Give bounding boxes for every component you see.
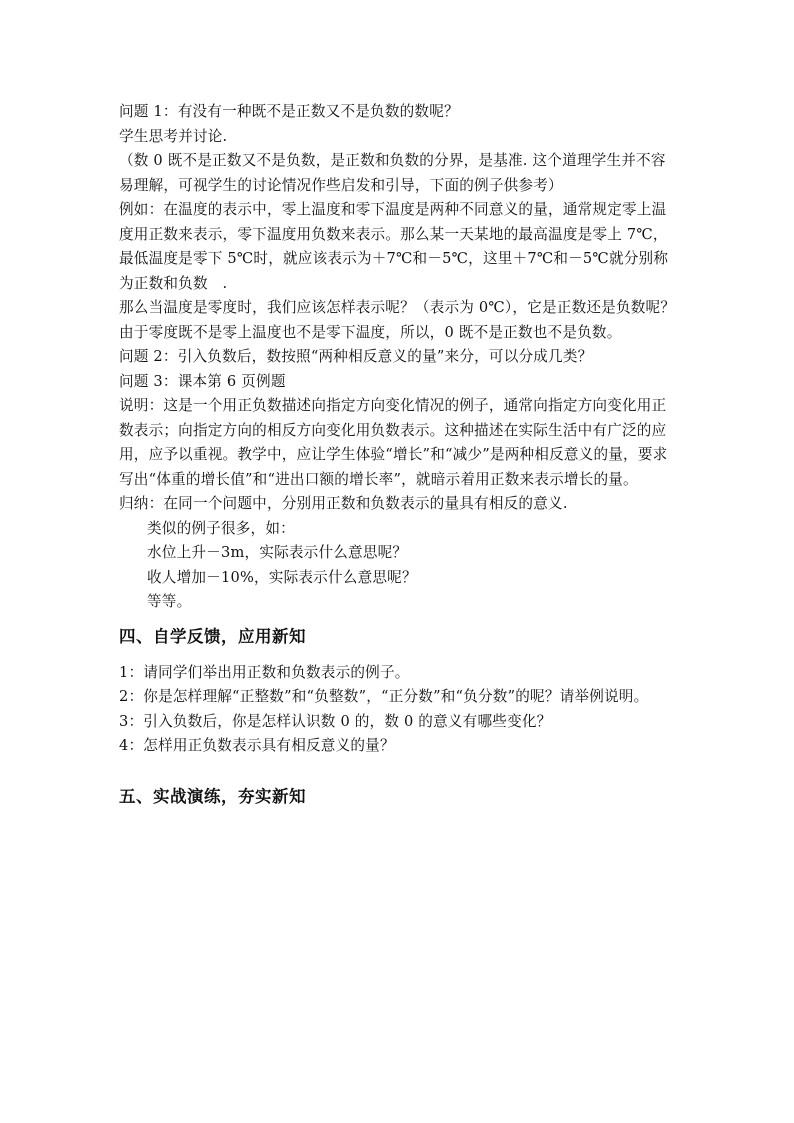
income-example: 收人增加－10%，实际表示什么意思呢？ — [147, 568, 417, 586]
similar-examples-intro: 类似的例子很多，如： — [147, 519, 295, 537]
summary-paragraph: 归纳：在同一个问题中，分别用正数和负数表示的量具有相反的意义. — [119, 495, 568, 512]
water-level-example: 水位上升－3m，实际表示什么意思呢？ — [147, 544, 408, 561]
question-2: 问题 2：引入负数后，数按照“两种相反意义的量”来分，可以分成几类？ — [119, 348, 593, 365]
section-4-heading: 四、自学反馈，应用新知 — [119, 626, 306, 646]
question-1: 问题 1：有没有一种既不是正数又不是负数的数呢？ — [119, 103, 459, 120]
student-discussion: 学生思考并讨论. — [119, 127, 228, 145]
teaching-note-zero: （数 0 既不是正数又不是负数，是正数和负数的分界，是基准. 这个道理学生并不容易理解，可视学生的讨论情况作些启发和引导，下面的例子供参考） — [119, 152, 666, 194]
section-4-item: 3：引入负数后，你是怎样认识数 0 的，数 0 的意义有哪些变化？ — [119, 712, 552, 730]
document-body — [119, 100, 679, 809]
etc-line: 等等。 — [147, 593, 192, 610]
section-4-item: 4：怎样用正负数表示具有相反意义的量？ — [119, 737, 395, 754]
question-3: 问题 3：课本第 6 页例题 — [119, 372, 286, 390]
zero-degree-explanation: 那么当温度是零度时，我们应该怎样表示呢？（表示为 0℃），它是正数还是负数呢？由于零度既不是零上温度也不是零下温度，所以，0 既不是正数也不是负数。 — [119, 299, 676, 341]
explanation-paragraph: 说明：这是一个用正负数描述向指定方向变化情况的例子，通常向指定方向变化用正数表示；向指定方向的相反方向变化用负数表示。这种描述在实际生活中有广泛的应用，应予以重视。教学中，应让学生体验“增长”和“减少”是两种相反意义的量，要求写出“体重的增长值”和“进出口额的增长率”，就暗示着用正数来表示增长的量。 — [119, 397, 668, 488]
temperature-example: 例如：在温度的表示中，零上温度和零下温度是两种不同意义的量，通常规定零上温度用正数来表示，零下温度用负数来表示。那么某一天某地的最高温度是零上 7℃，最低温度是零下 5℃时，就应该表示为＋7℃和－5℃，这里＋7℃和－5℃就分别称为正数和负数 . — [119, 201, 669, 292]
section-4-item: 1：请同学们举出用正数和负数表示的例子。 — [119, 663, 410, 681]
section-5-heading: 五、实战演练，夯实新知 — [119, 786, 306, 806]
section-4-item: 2：你是怎样理解“正整数”和“负整数”，“正分数”和“负分数”的呢？请举例说明。 — [119, 688, 649, 705]
